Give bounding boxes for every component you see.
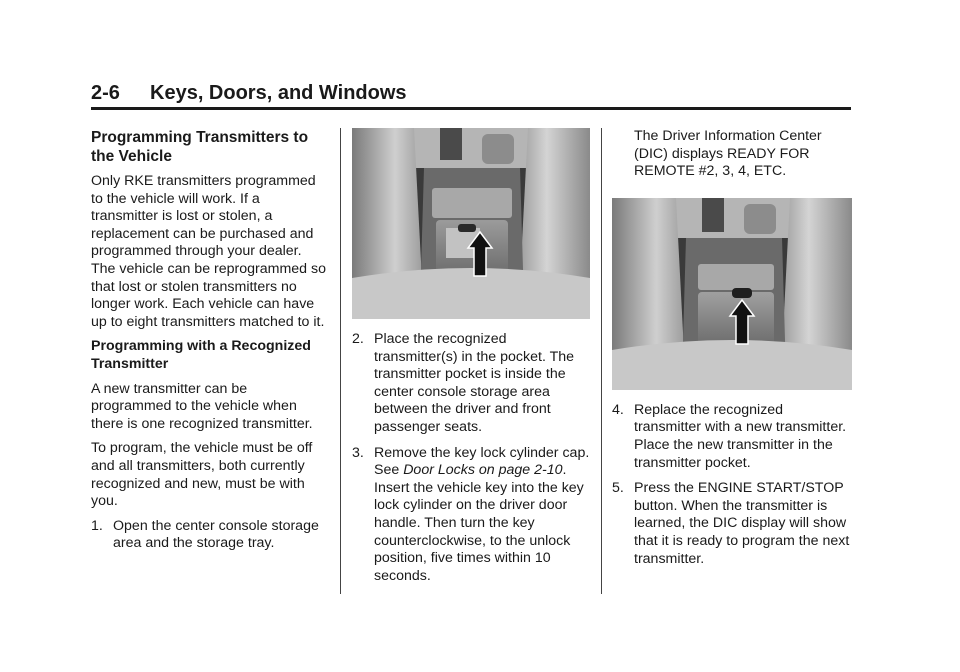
paragraph: A new transmitter can be programmed to the vehicle when there is one recognized transmitter. bbox=[91, 380, 313, 432]
column-2 bbox=[352, 128, 590, 593]
step-number: 2. bbox=[352, 331, 364, 347]
step-5 bbox=[612, 480, 852, 568]
column-1 bbox=[91, 128, 329, 561]
step-text-post: . Insert the vehicle key into the key lock cylinder on the driver door handle. Then turn the key counterclockwise, to the unlock position, five times within 10 seconds. bbox=[374, 462, 584, 584]
column-3 bbox=[612, 128, 852, 576]
section-heading: Programming Transmitters to the Vehicle bbox=[91, 129, 309, 165]
step-text: Place the recognized transmitter(s) in the pocket. The transmitter pocket is inside the center console storage area between the driver and front passenger seats. bbox=[374, 331, 575, 435]
step-2 bbox=[352, 331, 590, 437]
step-number: 5. bbox=[612, 480, 624, 497]
page-header bbox=[91, 79, 851, 110]
step-text bbox=[374, 445, 590, 586]
step-text: Replace the recognized transmitter with a new transmitter. Place the new transmitter in the transmitter pocket. bbox=[634, 401, 847, 471]
intro-paragraph: Only RKE transmitters programmed to the vehicle will work. If a transmitter is lost or stolen, a replacement can be purchased and programmed through your dealer. The vehicle can be reprogrammed so that lost or stolen transmitters no longer work. Each vehicle can have up to eight transmitters matched to it. bbox=[91, 173, 327, 330]
subsection-heading: Programming with a Recognized Transmitter bbox=[91, 338, 311, 372]
console-photo bbox=[352, 128, 590, 319]
step-number: 1. bbox=[91, 517, 103, 534]
step-4 bbox=[612, 402, 852, 472]
column-divider bbox=[601, 128, 602, 594]
column-divider bbox=[340, 128, 341, 594]
chapter-title: Keys, Doors, and Windows bbox=[150, 82, 407, 104]
paragraph: To program, the vehicle must be off and all transmitters, both currently recognized and new, must be with you. bbox=[91, 440, 313, 510]
step-3 bbox=[352, 445, 590, 586]
step-number: 3. bbox=[352, 444, 364, 461]
step-text: Open the center console storage area and the storage tray. bbox=[113, 517, 319, 552]
transmitter-pocket-photo bbox=[612, 198, 852, 390]
step-text-pre: Remove the key lock cylinder cap. See bbox=[374, 444, 590, 479]
page-number: 2-6 bbox=[91, 82, 120, 104]
step-text: Press the ENGINE START/STOP button. When the transmitter is learned, the DIC display will show that it is ready to program the next transmitter. bbox=[634, 480, 850, 567]
step-1 bbox=[91, 518, 329, 553]
step-number: 4. bbox=[612, 401, 624, 418]
cross-reference-link[interactable]: Door Locks on page 2-10 bbox=[403, 462, 563, 479]
step-3-continued: The Driver Information Center (DIC) displays READY FOR REMOTE #2, 3, 4, ETC. bbox=[634, 128, 822, 180]
